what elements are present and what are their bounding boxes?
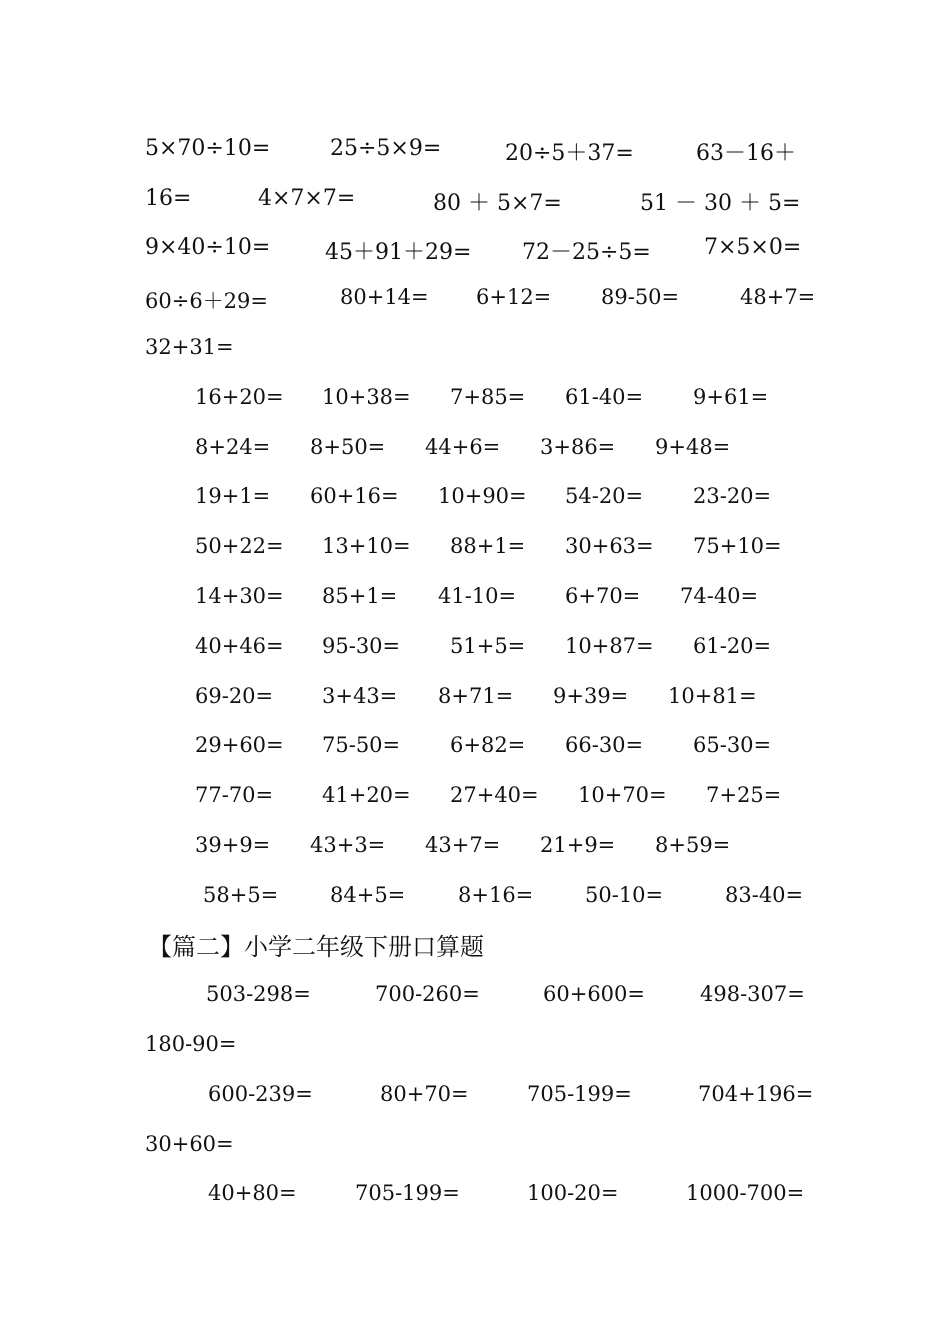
problem-row — [0, 484, 950, 518]
problem: 9×40÷10= — [145, 235, 271, 260]
problem: 6+70= — [565, 584, 641, 608]
problem: 8+24= — [195, 435, 271, 459]
problem: 27+40= — [450, 783, 539, 807]
problem: 66-30= — [565, 733, 644, 757]
problem: 7+85= — [450, 385, 526, 409]
problem: 40+46= — [195, 634, 284, 658]
problem: 1000-700= — [686, 1181, 805, 1205]
problem-row — [0, 783, 950, 817]
problem-row — [0, 186, 950, 220]
problem-row — [0, 684, 950, 718]
problem-row — [0, 1032, 950, 1066]
problem: 13+10= — [322, 534, 411, 558]
problem: 8+50= — [310, 435, 386, 459]
problem: 80+14= — [340, 285, 429, 309]
problem-row — [0, 335, 950, 369]
problem: 10+70= — [578, 783, 667, 807]
problem: 498-307= — [700, 982, 805, 1006]
section-heading: 【篇二】小学二年级下册口算题 — [148, 933, 484, 961]
problem: 14+30= — [195, 584, 284, 608]
problem-row — [0, 235, 950, 269]
problem: 60+600= — [543, 982, 645, 1006]
problem: 61-40= — [565, 385, 644, 409]
problem-row — [0, 534, 950, 568]
problem: 50-10= — [585, 883, 664, 907]
problem: 65-30= — [693, 733, 772, 757]
problem: 75-50= — [322, 733, 401, 757]
problem: 43+3= — [310, 833, 386, 857]
problem: 16+20= — [195, 385, 284, 409]
problem: 21+9= — [540, 833, 616, 857]
problem: 9+48= — [655, 435, 731, 459]
problem-row — [0, 385, 950, 419]
problem: 10+90= — [438, 484, 527, 508]
problem: 3+86= — [540, 435, 616, 459]
problem: 20÷5＋37= — [505, 141, 634, 166]
problem: 6+12= — [476, 285, 552, 309]
problem: 9+61= — [693, 385, 769, 409]
problem-row — [0, 733, 950, 767]
problem: 100-20= — [527, 1181, 619, 1205]
problem: 72－25÷5= — [522, 240, 651, 265]
problem-row — [0, 435, 950, 469]
problem: 48+7= — [740, 285, 816, 309]
problem: 6+82= — [450, 733, 526, 757]
problem: 61-20= — [693, 634, 772, 658]
problem: 40+80= — [208, 1181, 297, 1205]
problem: 41+20= — [322, 783, 411, 807]
problem-row — [0, 1132, 950, 1166]
problem-row — [0, 634, 950, 668]
problem: 43+7= — [425, 833, 501, 857]
problem-row — [0, 1181, 950, 1215]
problem: 44+6= — [425, 435, 501, 459]
problem: 30+63= — [565, 534, 654, 558]
problem: 10+38= — [322, 385, 411, 409]
problem: 45＋91＋29= — [325, 240, 472, 265]
problem: 23-20= — [693, 484, 772, 508]
problem: 39+9= — [195, 833, 271, 857]
problem: 600-239= — [208, 1082, 313, 1106]
problem: 4×7×7= — [258, 186, 356, 211]
problem: 8+59= — [655, 833, 731, 857]
problem: 51 － 30 ＋ 5= — [640, 191, 801, 216]
problem: 503-298= — [206, 982, 311, 1006]
problem-row — [0, 833, 950, 867]
problem: 9+39= — [553, 684, 629, 708]
problem: 700-260= — [375, 982, 480, 1006]
problem-row — [0, 285, 950, 319]
problem-row — [0, 584, 950, 618]
problem: 80+70= — [380, 1082, 469, 1106]
problem: 30+60= — [145, 1132, 234, 1156]
problem: 51+5= — [450, 634, 526, 658]
problem: 63－16＋ — [696, 141, 796, 166]
problem: 77-70= — [195, 783, 274, 807]
problem: 8+16= — [458, 883, 534, 907]
problem: 32+31= — [145, 335, 234, 359]
problem-row — [0, 136, 950, 170]
problem-row — [0, 982, 950, 1016]
problem-row — [0, 1082, 950, 1116]
problem: 50+22= — [195, 534, 284, 558]
problem: 10+81= — [668, 684, 757, 708]
problem: 84+5= — [330, 883, 406, 907]
problem: 60+16= — [310, 484, 399, 508]
problem-row — [0, 883, 950, 917]
problem: 69-20= — [195, 684, 274, 708]
problem: 5×70÷10= — [145, 136, 271, 161]
problem: 25÷5×9= — [330, 136, 442, 161]
problem: 80 ＋ 5×7= — [433, 191, 562, 216]
problem: 54-20= — [565, 484, 644, 508]
problem: 41-10= — [438, 584, 517, 608]
problem: 29+60= — [195, 733, 284, 757]
problem: 7×5×0= — [704, 235, 802, 260]
problem: 60÷6＋29= — [145, 289, 268, 313]
problem: 19+1= — [195, 484, 271, 508]
problem: 83-40= — [725, 883, 804, 907]
problem: 58+5= — [203, 883, 279, 907]
problem: 89-50= — [601, 285, 680, 309]
problem: 16= — [145, 186, 192, 211]
problem: 74-40= — [680, 584, 759, 608]
problem: 7+25= — [706, 783, 782, 807]
problem: 75+10= — [693, 534, 782, 558]
problem: 180-90= — [145, 1032, 237, 1056]
problem: 10+87= — [565, 634, 654, 658]
problem: 705-199= — [527, 1082, 632, 1106]
problem: 704+196= — [698, 1082, 814, 1106]
problem: 88+1= — [450, 534, 526, 558]
problem: 95-30= — [322, 634, 401, 658]
problem: 705-199= — [355, 1181, 460, 1205]
problem: 85+1= — [322, 584, 398, 608]
problem: 3+43= — [322, 684, 398, 708]
problem: 8+71= — [438, 684, 514, 708]
